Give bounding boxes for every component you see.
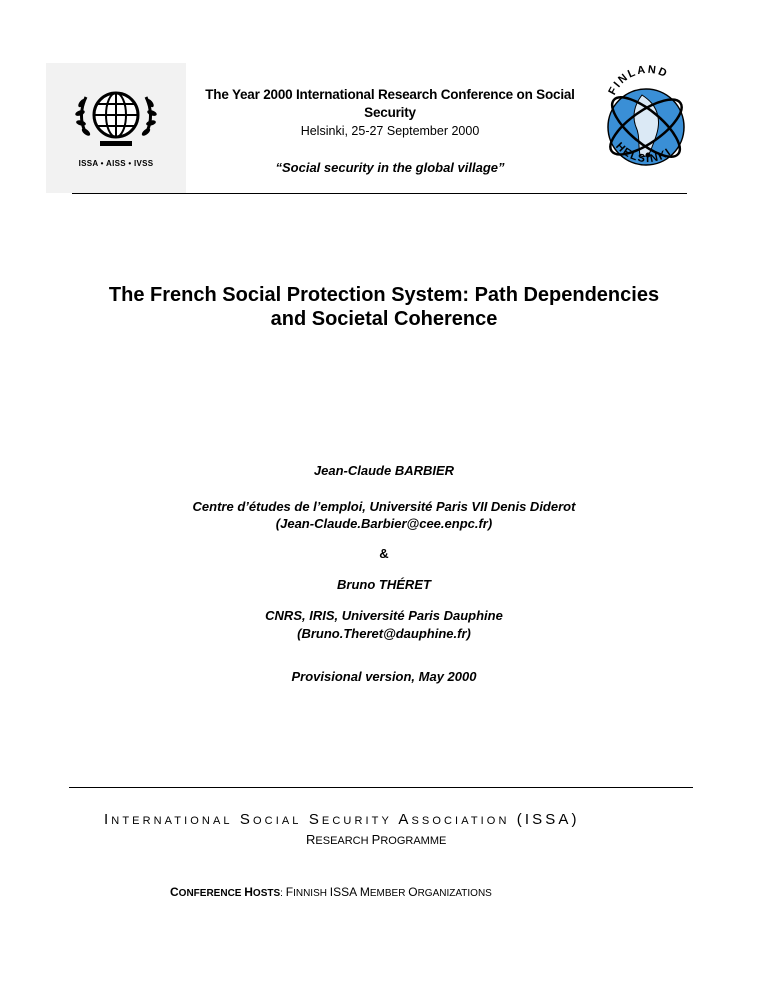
hosts-value-word: ISSA	[329, 885, 358, 899]
hosts-label-word: HOSTS	[244, 885, 281, 899]
org-word: INTERNATIONAL	[104, 811, 233, 828]
programme-word: RESEARCH	[306, 832, 369, 847]
org-word: ASSOCIATION	[398, 811, 510, 828]
finland-helsinki-logo	[598, 65, 694, 177]
author-2-affiliation: CNRS, IRIS, Université Paris Dauphine	[265, 608, 503, 623]
org-word: SOCIAL	[239, 811, 302, 828]
org-word: SECURITY	[308, 811, 392, 828]
conference-hosts: CONFERENCE HOSTS: FINNISH ISSA MEMBER ORGANIZATIONS	[170, 885, 492, 899]
conference-title: The Year 2000 International Research Conference on Social Security	[205, 87, 575, 120]
author-2-name: Bruno THÉRET	[337, 577, 431, 592]
finland-globe-icon	[598, 65, 694, 177]
hosts-label	[170, 885, 281, 899]
issa-logo-text: ISSA • AISS • IVSS	[78, 159, 154, 168]
hosts-value-word: ORGANIZATIONS	[408, 885, 492, 899]
paper-title: The French Social Protection System: Path Dependencies and Societal Coherence	[108, 284, 660, 330]
author-1-affiliation: Centre d’études de l’emploi, Université Paris VII Denis Diderot	[192, 499, 576, 514]
issa-globe-laurel-icon	[74, 75, 158, 159]
issa-logo	[46, 63, 186, 193]
org-abbreviation: (ISSA)	[516, 811, 580, 828]
hosts-value-word: FINNISH	[285, 885, 327, 899]
conference-dates: Helsinki, 25-27 September 2000	[300, 124, 480, 138]
programme-word: PROGRAMME	[371, 832, 447, 847]
author-1-name: Jean-Claude BARBIER	[313, 463, 455, 478]
version-note: Provisional version, May 2000	[291, 669, 477, 684]
hosts-label-word: CONFERENCE	[170, 885, 242, 899]
finland-logo-top-text: FINLAND	[606, 65, 671, 98]
organization-name	[104, 811, 704, 828]
conference-motto: “Social security in the global village”	[275, 160, 505, 175]
footer-divider	[69, 787, 693, 788]
finland-logo-bottom-text: HELSINKI	[613, 140, 675, 166]
author-separator: &	[379, 546, 389, 561]
hosts-value-word: MEMBER	[359, 885, 406, 899]
header-divider	[72, 193, 687, 194]
author-2-email: (Bruno.Theret@dauphine.fr)	[297, 626, 471, 641]
author-1-email: (Jean-Claude.Barbier@cee.enpc.fr)	[275, 516, 493, 531]
research-programme	[306, 832, 446, 847]
